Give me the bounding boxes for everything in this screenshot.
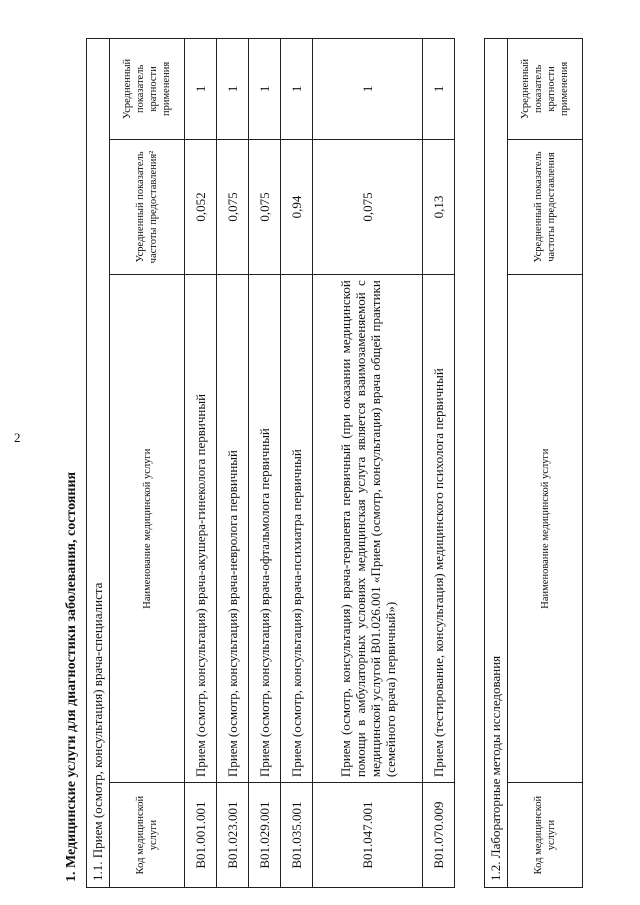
service-frequency: 0,052 [185,139,217,274]
service-multiplicity: 1 [281,39,313,140]
service-multiplicity: 1 [217,39,249,140]
rotated-page-content [64,28,624,888]
table-row [281,39,313,888]
service-name: Прием (осмотр, консультация) врача-психиатра первичный [281,275,313,783]
service-code: B01.070.009 [423,783,455,888]
page-number: 2 [14,430,21,445]
section-title: 1. Медицинские услуги для диагностики заболевания, состояния [64,471,79,882]
header-code: Код медицинской услуги [508,783,583,888]
service-name: Прием (тестирование, консультация) медицинского психолога первичный [423,275,455,783]
header-frequency: Усредненный показатель частоты предоставления [508,139,583,274]
service-frequency: 0,075 [249,139,281,274]
table-row [217,39,249,888]
service-code: B01.035.001 [281,783,313,888]
service-multiplicity: 1 [423,39,455,140]
header-name: Наименование медицинской услуги [110,275,185,783]
header-multiplicity: Усредненный показатель кратности применения [508,39,583,140]
table-row [185,39,217,888]
header-multiplicity: Усредненный показатель кратности применения [110,39,185,140]
service-multiplicity: 1 [185,39,217,140]
service-code: B01.023.001 [217,783,249,888]
service-name: Прием (осмотр, консультация) врача-невролога первичный [217,275,249,783]
service-name: Прием (осмотр, консультация) врача-терапевта первичный (при оказании медицинской помощи в амбулаторных условиях медицинская услуга является взаимозаменяемой с медицинской услугой B01.026.001 «Прием (осмотр, консультация) врача общей практики (семейного врача) первичный») [313,275,423,783]
header-frequency: Усредненный показатель частоты предоставления² [110,139,185,274]
table-row [249,39,281,888]
service-multiplicity: 1 [249,39,281,140]
service-frequency: 0,94 [281,139,313,274]
table-caption: 1.2. Лабораторные методы исследования [485,39,508,888]
service-frequency: 0,075 [313,139,423,274]
table-caption: 1.1. Прием (осмотр, консультация) врача-специалиста [87,39,110,888]
service-code: B01.001.001 [185,783,217,888]
service-code: B01.047.001 [313,783,423,888]
service-frequency: 0,075 [217,139,249,274]
lab-methods-table [484,38,583,888]
service-frequency: 0,13 [423,139,455,274]
service-name: Прием (осмотр, консультация) врача-офтальмолога первичный [249,275,281,783]
table-row [423,39,455,888]
service-multiplicity: 1 [313,39,423,140]
table-row [313,39,423,888]
consultations-table [86,38,455,888]
service-name: Прием (осмотр, консультация) врача-акушера-гинеколога первичный [185,275,217,783]
service-code: B01.029.001 [249,783,281,888]
header-code: Код медицинской услуги [110,783,185,888]
header-name: Наименование медицинской услуги [508,275,583,783]
